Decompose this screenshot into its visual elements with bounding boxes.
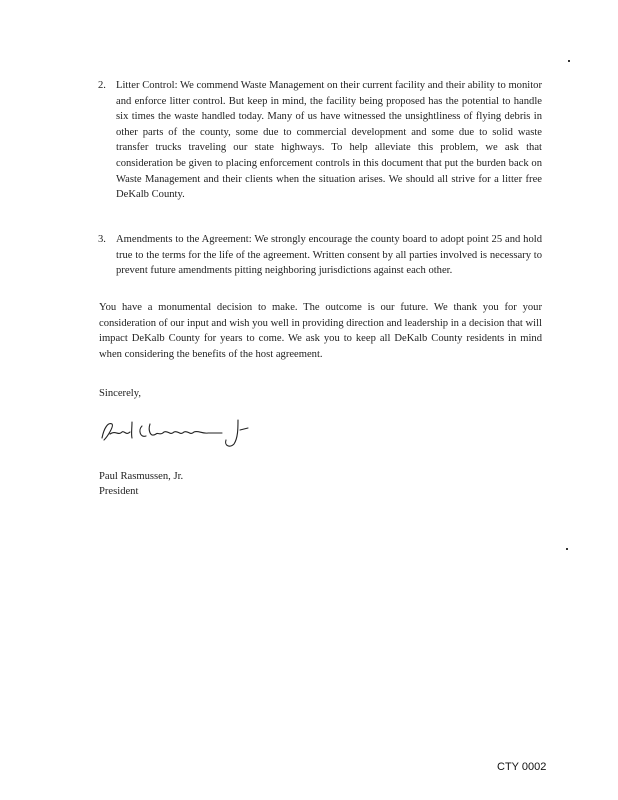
document-id-footer: CTY 0002	[497, 761, 547, 773]
closing-paragraph: You have a monumental decision to make. The outcome is our future. We thank you for your consideration of our input and wish you well in providing direction and leadership in a decision that will impact DeKalb County for years to come. We ask you to keep all DeKalb County residents in mind when considering the benefits of the host agreement.	[99, 302, 542, 360]
list-item-amendments	[98, 232, 542, 279]
scan-speck	[566, 548, 568, 550]
signature	[98, 414, 258, 450]
list-item-text: Litter Control: We commend Waste Management on their current facility and their ability to monitor and enforce litter control. But keep in mind, the facility being proposed has the potential to handle six times the waste handled today. Many of us have witnessed the unsightliness of flying debris in other parts of the county, some due to commercial development and some due to solid waste transfer trucks traveling our state highways. To help alleviate this problem, we ask that consideration be given to placing enforcement controls in this document that put the burden back on Waste Management and their clients when the situation arises. We should all strive for a litter free DeKalb County.	[116, 80, 542, 201]
scan-speck	[568, 60, 570, 62]
list-item-number: 2.	[98, 80, 106, 91]
list-item-text: Amendments to the Agreement: We strongly encourage the county board to adopt point 25 and hold true to the terms for the life of the agreement. Written consent by all parties involved is necessary to prevent future amendments pitting neighboring jurisdictions against each other.	[116, 234, 542, 277]
salutation: Sincerely,	[99, 388, 141, 399]
list-item-number: 3.	[98, 234, 106, 245]
signer-name: Paul Rasmussen, Jr.	[99, 471, 184, 482]
signer-title: President	[99, 486, 139, 497]
list-item-litter-control	[98, 78, 542, 203]
